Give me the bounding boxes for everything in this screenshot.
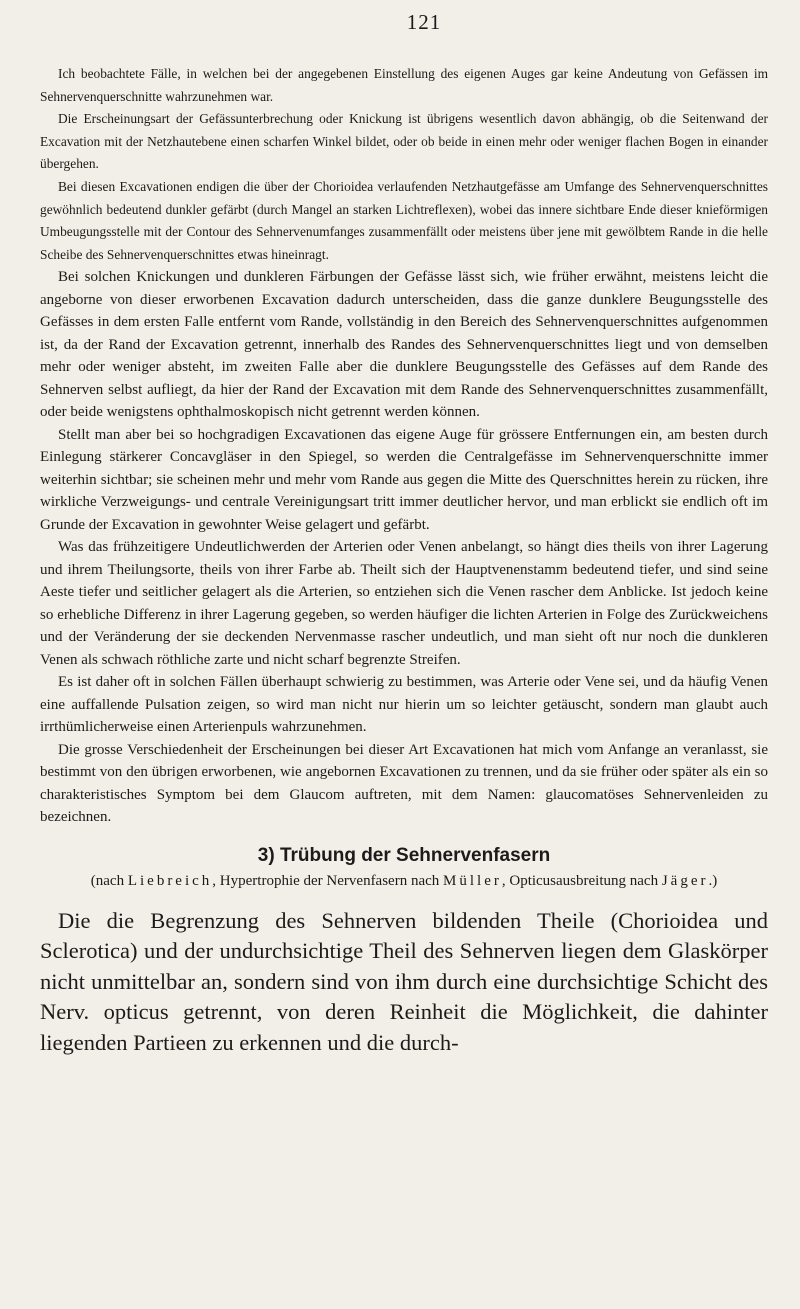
paragraph: Was das frühzeitigere Undeutlichwerden der Arterien oder Venen anbelangt, so hängt dies theils von ihrer Lagerung und ihrem Theilungsorte, theils von ihrer Farbe ab. Theilt sich der Hauptvenenstamm bedeutend tiefer, und sind seine Aeste tiefer und seitlicher gelagert als die Arterien, so entziehen sich die Venen rascher dem Anblicke. Ist jedoch keine so erhebliche Differenz in ihrer Lagerung gegeben, so werden häufiger die lichten Arterien in Folge des Zurückweichens und der Veränderung der sie deckenden Nervenmasse rascher undeutlich, und man sieht oft nur noch die dunkleren Venen als schwach röthliche zarte und nicht scharf begrenzte Streifen.: [40, 539, 768, 668]
subtitle-text: , Hypertrophie der Nervenfasern nach: [212, 872, 440, 889]
paragraph: Bei solchen Knickungen und dunkleren Färbungen der Gefässe lässt sich, wie früher erwähnt, meistens leicht die angeborne von dieser erworbenen Excavation dadurch unterscheiden, dass die ganze dunklere Beugungsstelle des Gefässes in dem ersten Falle entfernt vom Rande, vollständig in den Bereich des Sehnervenquerschnittes aufgenommen ist, da der Rand der Excavation getrennt, innerhalb des Randes des Sehnervenquerschnittes liegt und von demselben mehr oder weniger absteht, im zweiten Falle aber die dunklere Beugungsstelle des Gefässes auf dem Rande des Sehnerven selbst aufliegt, da hier der Rand der Excavation mit dem Rande des Sehnervenquerschnittes zusammenfällt, oder beide wenigstens ophthalmoskopisch nicht getrennt werden können.: [40, 269, 768, 421]
page-number: 121: [406, 10, 442, 34]
paragraph: Bei diesen Excavationen endigen die über der Chorioidea verlaufenden Netzhautgefässe am Umfange des Sehnervenquerschnittes gewöhnlich bedeutend dunkler gefärbt (durch Mangel an starken Lichtreflexen), wobei das innere sichtbare Ende dieser knieförmigen Umbeugungsstelle mit der Contour des Sehnervenumfanges zusammenfällt oder meistens über jene mit gewölbtem Rande in die helle Scheibe des Sehnervenquerschnittes etwas hineinragt.: [40, 178, 768, 262]
paragraph: Die Erscheinungsart der Gefässunterbrechung oder Knickung ist übrigens wesentlich davon abhängig, ob die Seitenwand der Excavation mit der Netzhautebene einen scharfen Winkel bildet, oder ob beide in einen mehr oder weniger flachen Bogen in einander übergehen.: [40, 111, 768, 172]
paragraph: Ich beobachtete Fälle, in welchen bei der angegebenen Einstellung des eigenen Auges gar keine Andeutung von Gefässen im Sehnervenquerschnitte wahrzunehmen war.: [40, 66, 768, 104]
large-paragraph: Die die Begrenzung des Sehnerven bildenden Theile (Chorioidea und Sclerotica) und der undurchsichtige Theil des Sehnerven liegen dem Glaskörper nicht unmittelbar an, sondern sind von ihm durch eine durchsichtige Schicht des Nerv. opticus getrennt, von deren Reinheit die Möglichkeit, die dahinter liegenden Partieen zu erkennen und die durch-: [40, 907, 768, 1055]
book-page: [40, 10, 768, 1058]
author-name: Liebreich: [127, 872, 213, 889]
subtitle-text: (nach: [90, 872, 125, 889]
paragraph: Es ist daher oft in solchen Fällen überhaupt schwierig zu bestimmen, was Arterie oder Vene sei, und da häufig Venen eine auffallende Pulsation zeigen, so wird man nicht nur hierin um so leichter getäuscht, sondern man glaubt auch irrthümlicherweise einen Arterienpuls wahrzunehmen.: [40, 674, 768, 736]
paragraph: Die grosse Verschiedenheit der Erscheinungen bei dieser Art Excavationen hat mich vom Anfange an veranlasst, sie bestimmt von den übrigen erworbenen, wie angebornen Excavationen zu trennen, und da sie früher oder später als ein so charakteristisches Symptom bei dem Glaucom auftreten, mit dem Namen: glaucomatöses Sehnervenleiden zu bezeichnen.: [40, 741, 768, 826]
author-name: Jäger: [661, 872, 709, 889]
subtitle-text: , Opticusausbreitung nach: [501, 872, 659, 889]
section-subtitle: [40, 871, 768, 892]
paragraph: Stellt man aber bei so hochgradigen Excavationen das eigene Auge für grössere Entfernungen ein, am besten durch Einlegung stärkerer Concavgläser in den Spiegel, so werden die Centralgefässe im Sehnervenquerschnitte immer weiterhin sichtbar; sie scheinen mehr und mehr vom Rande aus gegen die Mitte des Querschnittes herein zu rücken, ihre wirkliche Verzweigungs- und centrale Vereinigungsart tritt immer deutlicher hervor, und man erblickt sie endlich oft im Grunde der Excavation in gewohnter Weise gelagert und gefärbt.: [40, 426, 768, 533]
author-name: Müller: [443, 872, 502, 889]
subtitle-text: .): [708, 872, 718, 889]
section-heading: 3) Trübung der Sehnervenfasern: [257, 844, 551, 866]
